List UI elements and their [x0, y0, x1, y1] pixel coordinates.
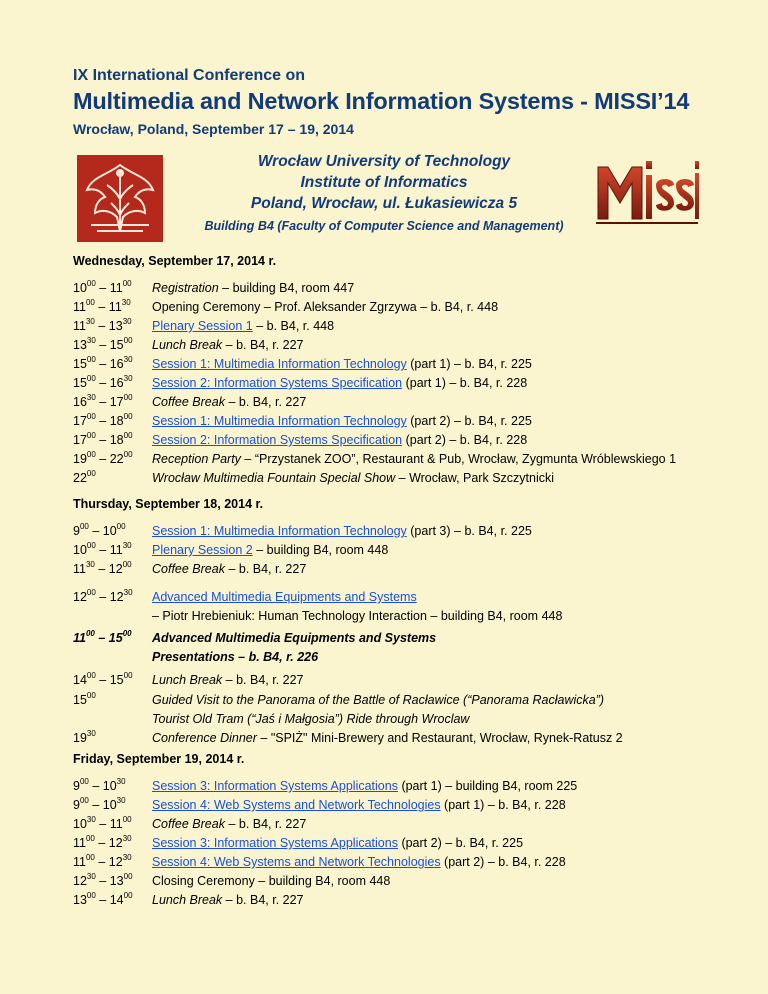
time-range	[73, 281, 151, 295]
end-hour: 16	[109, 376, 124, 390]
session-description	[152, 376, 527, 390]
time-range	[73, 414, 151, 428]
session-location: – Wrocław, Park Szczytnicki	[395, 471, 555, 485]
session-title: Coffee Break	[152, 817, 225, 831]
end-hour: 16	[109, 357, 124, 371]
schedule-row	[73, 471, 753, 490]
time-separator: –	[94, 631, 109, 645]
session-link[interactable]: Session 3: Information Systems Applications	[152, 779, 398, 793]
end-hour: 13	[109, 874, 124, 888]
session-location: – b. B4, r. 227	[224, 562, 307, 576]
building-info: Building B4 (Faculty of Computer Science and Management)	[204, 219, 564, 233]
end-minutes: 00	[122, 279, 132, 288]
time-separator: –	[94, 300, 109, 314]
conference-subtitle: Wrocław, Poland, September 17 – 19, 2014	[73, 121, 354, 137]
start-hour: 9	[73, 779, 80, 793]
session-link[interactable]: Session 3: Information Systems Applications	[152, 836, 398, 850]
start-hour: 19	[73, 452, 87, 466]
end-minutes: 00	[123, 891, 133, 900]
time-separator: –	[95, 281, 110, 295]
time-range	[73, 395, 151, 409]
time-separator: –	[94, 562, 109, 576]
session-title: Lunch Break	[152, 893, 223, 907]
session-description	[152, 798, 566, 812]
session-location: – b. B4, r. 227	[224, 395, 307, 409]
conference-pretitle: IX International Conference on	[73, 67, 306, 84]
start-hour: 9	[73, 524, 80, 538]
session-description	[152, 673, 304, 687]
session-location: (part 1) – b. B4, r. 228	[440, 798, 566, 812]
end-minutes: 00	[122, 815, 132, 824]
end-minutes: 00	[123, 336, 133, 345]
session-description	[152, 562, 306, 576]
start-minutes: 30	[86, 872, 96, 881]
session-description	[152, 524, 532, 538]
start-hour: 11	[73, 631, 86, 645]
session-link[interactable]: Session 1: Multimedia Information Technology	[152, 524, 407, 538]
end-hour: 12	[108, 836, 123, 850]
start-minutes: 00	[86, 412, 96, 421]
schedule-row	[73, 376, 753, 395]
session-title: Tourist Old Tram (“Jaś i Małgosia”) Ride through Wroclaw	[152, 712, 470, 726]
start-minutes: 00	[79, 522, 89, 531]
schedule-row	[73, 855, 753, 874]
time-separator: –	[95, 414, 110, 428]
start-minutes: 00	[86, 691, 96, 700]
schedule-row	[73, 524, 753, 543]
schedule-row	[73, 433, 753, 452]
end-minutes: 30	[116, 777, 126, 786]
time-separator: –	[95, 338, 110, 352]
end-minutes: 30	[122, 834, 132, 843]
time-range	[73, 338, 151, 352]
start-hour: 16	[73, 395, 87, 409]
end-hour: 22	[109, 452, 124, 466]
start-minutes: 00	[86, 431, 96, 440]
time-separator: –	[88, 798, 103, 812]
start-hour: 10	[73, 817, 87, 831]
start-hour: 15	[73, 357, 87, 371]
session-description	[152, 300, 498, 314]
schedule-row	[73, 673, 753, 692]
start-hour: 12	[73, 874, 87, 888]
time-range	[73, 836, 151, 850]
start-minutes: 30	[85, 317, 95, 326]
session-location: (part 1) – b. B4, r. 225	[406, 357, 532, 371]
time-separator: –	[94, 855, 109, 869]
schedule-row	[73, 817, 753, 836]
start-minutes: 00	[86, 279, 96, 288]
session-location: – "SPIŻ" Mini-Brewery and Restaurant, Wrocław, Rynek-Ratusz 2	[256, 731, 623, 745]
time-range	[73, 433, 151, 447]
session-location: (part 1) – building B4, room 225	[397, 779, 578, 793]
time-separator: –	[95, 433, 110, 447]
start-hour: 17	[73, 414, 87, 428]
time-separator: –	[95, 395, 110, 409]
schedule-row	[73, 712, 753, 731]
schedule-row	[73, 319, 753, 338]
start-hour: 15	[73, 693, 87, 707]
end-hour: 15	[109, 673, 124, 687]
session-location: – Prof. Aleksander Zgrzywa – b. B4, r. 448	[260, 300, 499, 314]
time-separator: –	[95, 452, 110, 466]
schedule-row	[73, 588, 753, 623]
session-description	[152, 319, 334, 333]
schedule-row	[73, 893, 753, 912]
start-hour: 11	[73, 836, 86, 850]
end-minutes: 30	[121, 298, 131, 307]
time-range	[73, 471, 151, 485]
schedule-row	[73, 300, 753, 319]
session-title: Conference Dinner	[152, 731, 257, 745]
start-hour: 11	[73, 319, 86, 333]
session-description	[152, 712, 469, 726]
time-range	[73, 562, 151, 576]
time-range	[73, 319, 151, 333]
session-title: Opening Ceremony	[152, 300, 261, 314]
end-hour: 17	[109, 395, 124, 409]
start-minutes: 30	[85, 560, 95, 569]
session-link[interactable]: Session 2: Information Systems Specification	[152, 376, 403, 390]
session-link[interactable]: Session 2: Information Systems Specification	[152, 433, 403, 447]
schedule-row	[73, 629, 753, 664]
start-minutes: 00	[85, 834, 95, 843]
session-location: – building B4, room 447	[218, 281, 355, 295]
session-location: (part 2) – b. B4, r. 228	[402, 433, 528, 447]
end-hour: 12	[108, 562, 123, 576]
schedule-row	[73, 779, 753, 798]
session-description	[152, 433, 527, 447]
day-heading: Thursday, September 18, 2014 r.	[73, 497, 264, 511]
start-hour: 10	[73, 543, 87, 557]
end-hour: 15	[108, 631, 123, 645]
end-minutes: 00	[123, 431, 133, 440]
institute-name: Institute of Informatics	[300, 174, 468, 191]
session-link[interactable]: Session 1: Multimedia Information Technology	[152, 414, 407, 428]
session-description	[152, 281, 354, 295]
session-location: (part 2) – b. B4, r. 225	[397, 836, 524, 850]
session-description	[152, 693, 604, 707]
schedule-row	[73, 874, 753, 893]
start-minutes: 00	[86, 355, 96, 364]
time-range	[73, 731, 151, 745]
time-range	[73, 673, 151, 687]
session-location: – building B4, room 448	[254, 874, 391, 888]
start-minutes: 30	[86, 393, 96, 402]
session-description	[152, 731, 623, 745]
session-location: – b. B4, r. 227	[222, 338, 304, 352]
start-minutes: 00	[79, 796, 89, 805]
start-minutes: 30	[86, 815, 96, 824]
session-location: – b. B4, r. 227	[224, 817, 307, 831]
session-title: Guided Visit to the Panorama of the Battle of Racławice (“Panorama Racławicka”)	[152, 693, 605, 707]
university-name: Wrocław University of Technology	[257, 153, 511, 170]
start-minutes: 00	[79, 777, 89, 786]
time-range	[73, 357, 151, 371]
end-minutes: 00	[123, 393, 133, 402]
session-title: Lunch Break	[152, 673, 223, 687]
end-hour: 14	[109, 893, 124, 907]
end-minutes: 30	[122, 541, 132, 550]
time-range	[73, 693, 151, 707]
schedule-row	[73, 562, 753, 581]
start-minutes: 00	[86, 450, 96, 459]
start-hour: 13	[73, 338, 87, 352]
time-separator: –	[94, 836, 109, 850]
end-minutes: 30	[122, 853, 132, 862]
session-title: Registration	[152, 281, 219, 295]
session-description	[152, 779, 577, 793]
start-hour: 11	[73, 562, 86, 576]
end-minutes: 30	[123, 374, 133, 383]
session-description	[152, 817, 306, 831]
session-link[interactable]: Session 4: Web Systems and Network Technologies	[152, 855, 441, 869]
end-minutes: 00	[122, 560, 132, 569]
schedule-row	[73, 338, 753, 357]
schedule-row	[73, 281, 753, 300]
start-hour: 22	[73, 471, 87, 485]
time-range	[73, 779, 151, 793]
end-hour: 18	[109, 433, 124, 447]
session-description	[152, 836, 523, 850]
start-hour: 12	[73, 590, 87, 604]
start-minutes: 00	[86, 671, 96, 680]
start-minutes: 00	[86, 374, 96, 383]
time-separator: –	[95, 357, 110, 371]
time-range	[73, 631, 151, 645]
session-title: Advanced Multimedia Equipments and Systems	[152, 631, 437, 645]
start-minutes: 00	[86, 541, 96, 550]
end-minutes: 00	[123, 872, 133, 881]
time-range	[73, 855, 151, 869]
end-minutes: 00	[123, 671, 133, 680]
time-separator: –	[94, 319, 109, 333]
start-hour: 15	[73, 376, 87, 390]
end-minutes: 00	[122, 629, 132, 638]
day-heading: Wednesday, September 17, 2014 r.	[73, 254, 277, 268]
time-range	[73, 874, 151, 888]
end-hour: 11	[109, 543, 123, 557]
session-description	[152, 543, 388, 557]
time-range	[73, 798, 151, 812]
end-hour: 11	[109, 281, 123, 295]
start-hour: 11	[73, 855, 86, 869]
start-hour: 14	[73, 673, 87, 687]
end-hour: 18	[109, 414, 124, 428]
session-location: – b. B4, r. 227	[222, 893, 304, 907]
start-hour: 13	[73, 893, 87, 907]
schedule-row	[73, 395, 753, 414]
session-title: Lunch Break	[152, 338, 223, 352]
session-description	[152, 874, 390, 888]
start-minutes: 30	[86, 729, 96, 738]
start-minutes: 00	[86, 469, 96, 478]
start-hour: 17	[73, 433, 87, 447]
institute-address: Poland, Wrocław, ul. Łukasiewicza 5	[250, 195, 518, 212]
session-title: Coffee Break	[152, 395, 225, 409]
end-hour: 15	[109, 338, 124, 352]
time-separator: –	[88, 779, 103, 793]
time-separator: –	[95, 874, 110, 888]
end-hour: 11	[108, 300, 122, 314]
end-hour: 13	[108, 319, 123, 333]
time-range	[73, 590, 151, 604]
schedule-row	[73, 357, 753, 376]
session-title: Reception Party	[152, 452, 241, 466]
schedule-row	[73, 543, 753, 562]
session-location: – “Przystanek ZOO”, Restaurant & Pub, Wrocław, Zygmunta Wróblewskiego 1	[240, 452, 677, 466]
session-link[interactable]: Advanced Multimedia Equipments and Systems	[152, 590, 417, 604]
time-separator: –	[95, 543, 110, 557]
session-location: (part 2) – b. B4, r. 225	[406, 414, 532, 428]
start-minutes: 30	[86, 336, 96, 345]
start-minutes: 00	[86, 891, 96, 900]
session-detail: – Piotr Hrebieniuk: Human Technology Interaction – building B4, room 448	[152, 609, 563, 623]
time-range	[73, 376, 151, 390]
session-link[interactable]: Session 4: Web Systems and Network Technologies	[152, 798, 441, 812]
session-link[interactable]: Plenary Session 2	[152, 543, 253, 557]
session-link[interactable]: Session 1: Multimedia Information Technology	[152, 357, 407, 371]
time-separator: –	[95, 590, 110, 604]
end-minutes: 30	[123, 355, 133, 364]
missi-logo	[594, 157, 700, 230]
end-hour: 12	[108, 855, 123, 869]
start-minutes: 00	[85, 298, 95, 307]
schedule-row	[73, 798, 753, 817]
session-description	[152, 452, 676, 466]
session-location: (part 2) – b. B4, r. 228	[440, 855, 566, 869]
end-hour: 10	[102, 524, 117, 538]
end-minutes: 30	[116, 796, 126, 805]
session-title: Coffee Break	[152, 562, 225, 576]
start-hour: 9	[73, 798, 80, 812]
schedule-row	[73, 731, 753, 750]
end-hour: 11	[109, 817, 123, 831]
schedule-row	[73, 414, 753, 433]
time-range	[73, 524, 151, 538]
time-range	[73, 817, 151, 831]
end-minutes: 00	[116, 522, 126, 531]
schedule-row	[73, 693, 753, 712]
session-link[interactable]: Plenary Session 1	[152, 319, 253, 333]
day-heading: Friday, September 19, 2014 r.	[73, 752, 245, 766]
time-range	[73, 452, 151, 466]
time-range	[73, 543, 151, 557]
time-separator: –	[95, 817, 110, 831]
end-minutes: 30	[123, 588, 133, 597]
missi-logo-icon	[594, 157, 700, 230]
session-title: Closing Ceremony	[152, 874, 255, 888]
session-description	[152, 471, 554, 485]
start-minutes: 00	[85, 629, 95, 638]
session-location: – b. B4, r. 227	[222, 673, 304, 687]
session-description	[152, 855, 566, 869]
time-separator: –	[88, 524, 103, 538]
time-range	[73, 893, 151, 907]
session-description	[152, 590, 417, 604]
end-hour: 10	[102, 798, 117, 812]
session-location: (part 3) – b. B4, r. 225	[406, 524, 532, 538]
end-minutes: 30	[122, 317, 132, 326]
session-description	[152, 414, 532, 428]
conference-title: Multimedia and Network Information Systems - MISSI’14	[73, 88, 690, 114]
time-range	[73, 300, 151, 314]
session-location: – building B4, room 448	[252, 543, 389, 557]
session-description	[152, 395, 306, 409]
session-description	[152, 338, 304, 352]
start-minutes: 00	[86, 588, 96, 597]
end-minutes: 00	[123, 412, 133, 421]
time-separator: –	[95, 673, 110, 687]
session-description	[152, 893, 304, 907]
session-location: (part 1) – b. B4, r. 228	[402, 376, 528, 390]
end-hour: 10	[102, 779, 117, 793]
session-description	[152, 357, 532, 371]
session-title: Wrocław Multimedia Fountain Special Show	[152, 471, 396, 485]
start-hour: 19	[73, 731, 87, 745]
session-detail: Presentations – b. B4, r. 226	[152, 650, 319, 664]
start-hour: 10	[73, 281, 87, 295]
schedule-row	[73, 836, 753, 855]
time-separator: –	[95, 376, 110, 390]
session-location: – b. B4, r. 448	[252, 319, 335, 333]
schedule-row	[73, 452, 753, 471]
start-minutes: 00	[85, 853, 95, 862]
end-minutes: 00	[123, 450, 133, 459]
start-hour: 11	[73, 300, 86, 314]
time-separator: –	[95, 893, 110, 907]
session-description	[152, 631, 436, 645]
end-hour: 12	[109, 590, 124, 604]
